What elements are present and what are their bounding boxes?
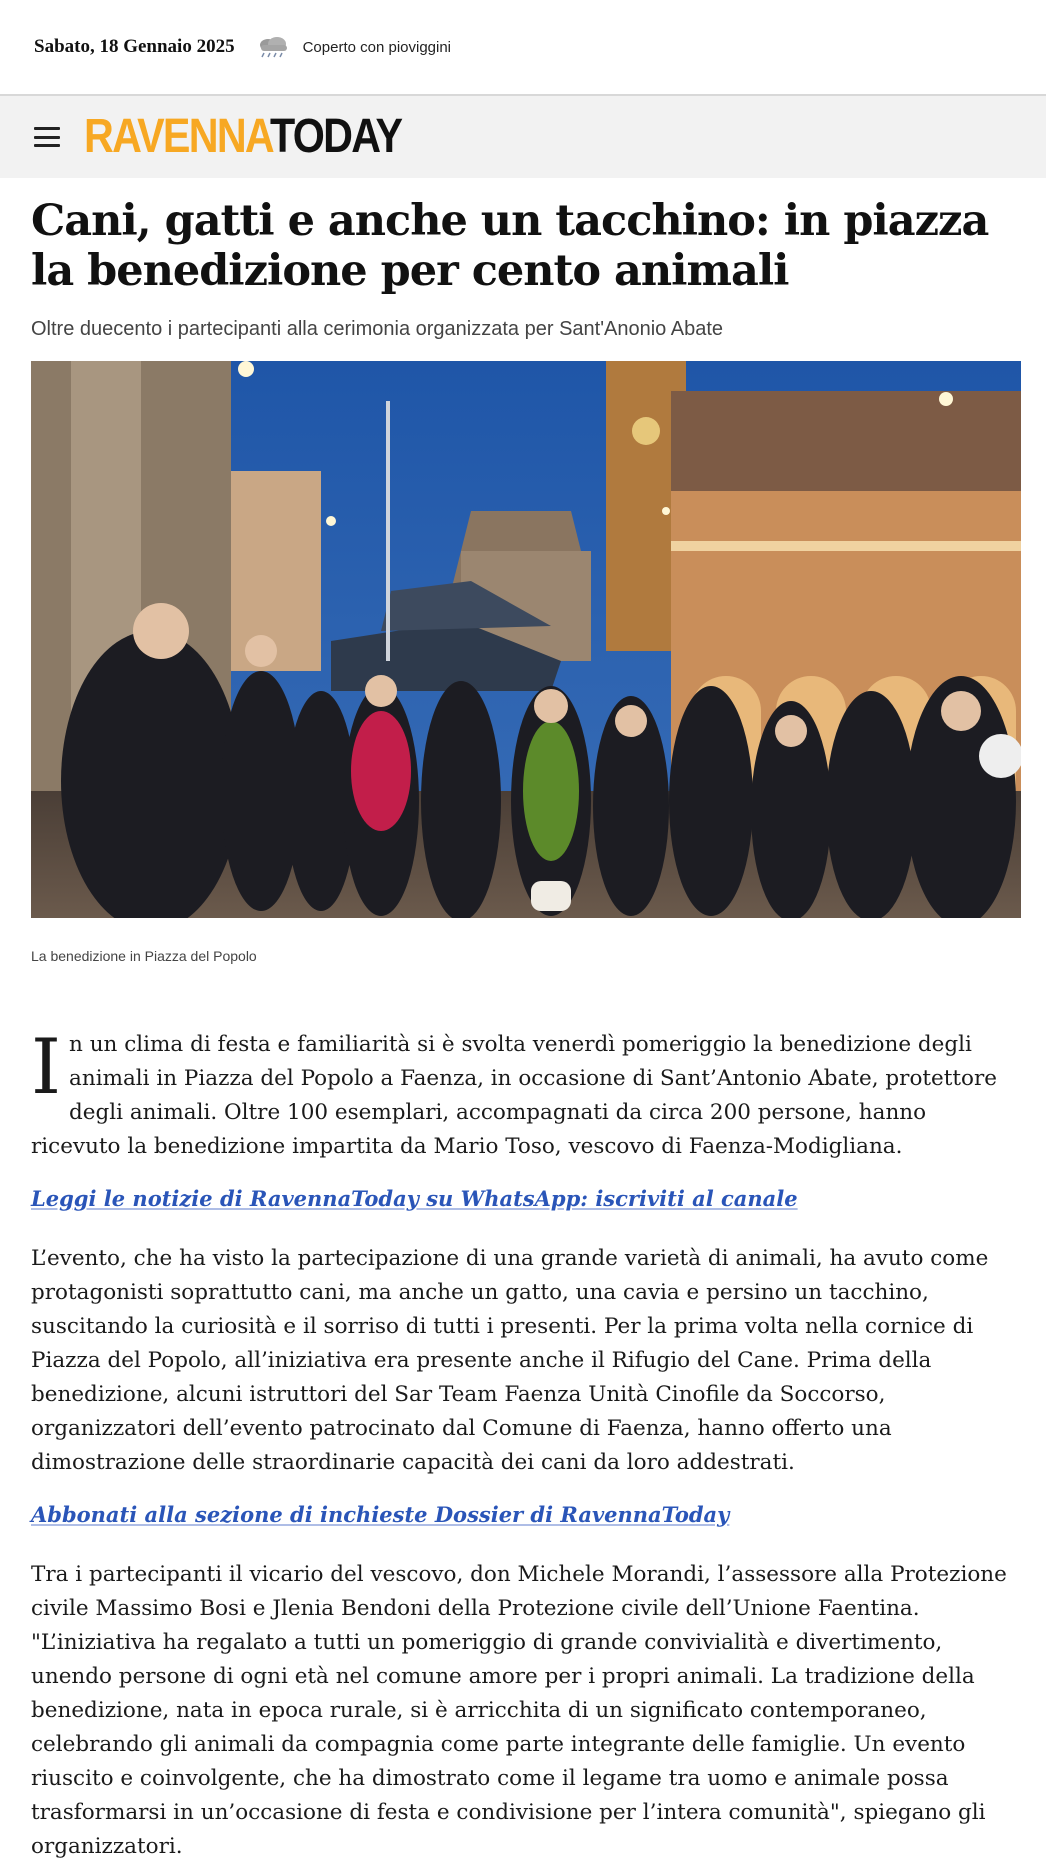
article-hero-image[interactable] [31, 361, 1021, 918]
site-header [0, 96, 1046, 178]
site-logo[interactable] [84, 110, 402, 163]
paragraph-1 [31, 1022, 1015, 1164]
whatsapp-channel-link[interactable]: Leggi le notizie di RavennaToday su WhatsApp: iscriviti al canale [31, 1186, 798, 1211]
drop-cap: I [31, 1022, 62, 1111]
article-body [31, 1022, 1015, 1864]
weather-widget[interactable] [255, 36, 451, 58]
article-container [0, 196, 1046, 1864]
hamburger-menu-icon[interactable] [34, 127, 60, 147]
article-subtitle: Oltre duecento i partecipanti alla cerimonia organizzata per Sant'Anonio Abate [31, 318, 724, 340]
paragraph-1-text: n un clima di festa e familiarità si è svolta venerdì pomeriggio la benedizione degli animali in Piazza del Popolo a Faenza, in occasione di Sant’Antonio Abate, protettore degli animali. Oltre 100 esemplari, accompagnati da circa 200 persone, hanno ricevuto la benedizione impartita da Mario Toso, vescovo di Faenza-Modigliana. [31, 1032, 997, 1159]
article-title: Cani, gatti e anche un tacchino: in piazza la benedizione per cento animali [31, 196, 989, 296]
weather-text: Coperto con pioviggini [302, 38, 452, 56]
image-caption: La benedizione in Piazza del Popolo [31, 948, 257, 964]
logo-part-today: TODAY [269, 110, 402, 163]
logo-part-ravenna: RAVENNA [84, 110, 270, 163]
hero-photo-illustration [31, 361, 1021, 918]
cloud-rain-icon [255, 36, 291, 58]
top-bar [0, 0, 1046, 96]
paragraph-2: L’evento, che ha visto la partecipazione di una grande varietà di animali, ha avuto come protagonisti soprattutto cani, ma anche un gatto, una cavia e persino un tacchino, suscitando la curiosità e il sorriso di tutti i presenti. Per la prima volta nella cornice di Piazza del Popolo, all’iniziativa era presente anche il Rifugio del Cane. Prima della benedizione, alcuni istruttori del Sar Team Faenza Unità Cinofile da Soccorso, organizzatori dell’evento patrocinato dal Comune di Faenza, hanno offerto una dimostrazione delle straordinarie capacità dei cani da loro addestrati. [31, 1246, 989, 1475]
paragraph-3: Tra i partecipanti il vicario del vescovo, don Michele Morandi, l’assessore alla Protezione civile Massimo Bosi e Jlenia Bendoni della Protezione civile dell’Unione Faentina. "L’iniziativa ha regalato a tutti un pomeriggio di grande convivialità e divertimento, unendo persone di ogni età nel comune amore per i propri animali. La tradizione della benedizione, nata in epoca rurale, si è arricchita di un significato contemporaneo, celebrando gli animali da compagnia come parte integrante delle famiglie. Un evento riuscito e coinvolgente, che ha dimostrato come il legame tra uomo e animale possa trasformarsi in un’occasione di festa e condivisione per l’intera comunità", spiegano gli organizzatori. [31, 1562, 1007, 1859]
current-date: Sabato, 18 Gennaio 2025 [34, 36, 235, 57]
dossier-subscribe-link[interactable]: Abbonati alla sezione di inchieste Dossier di RavennaToday [31, 1502, 730, 1527]
